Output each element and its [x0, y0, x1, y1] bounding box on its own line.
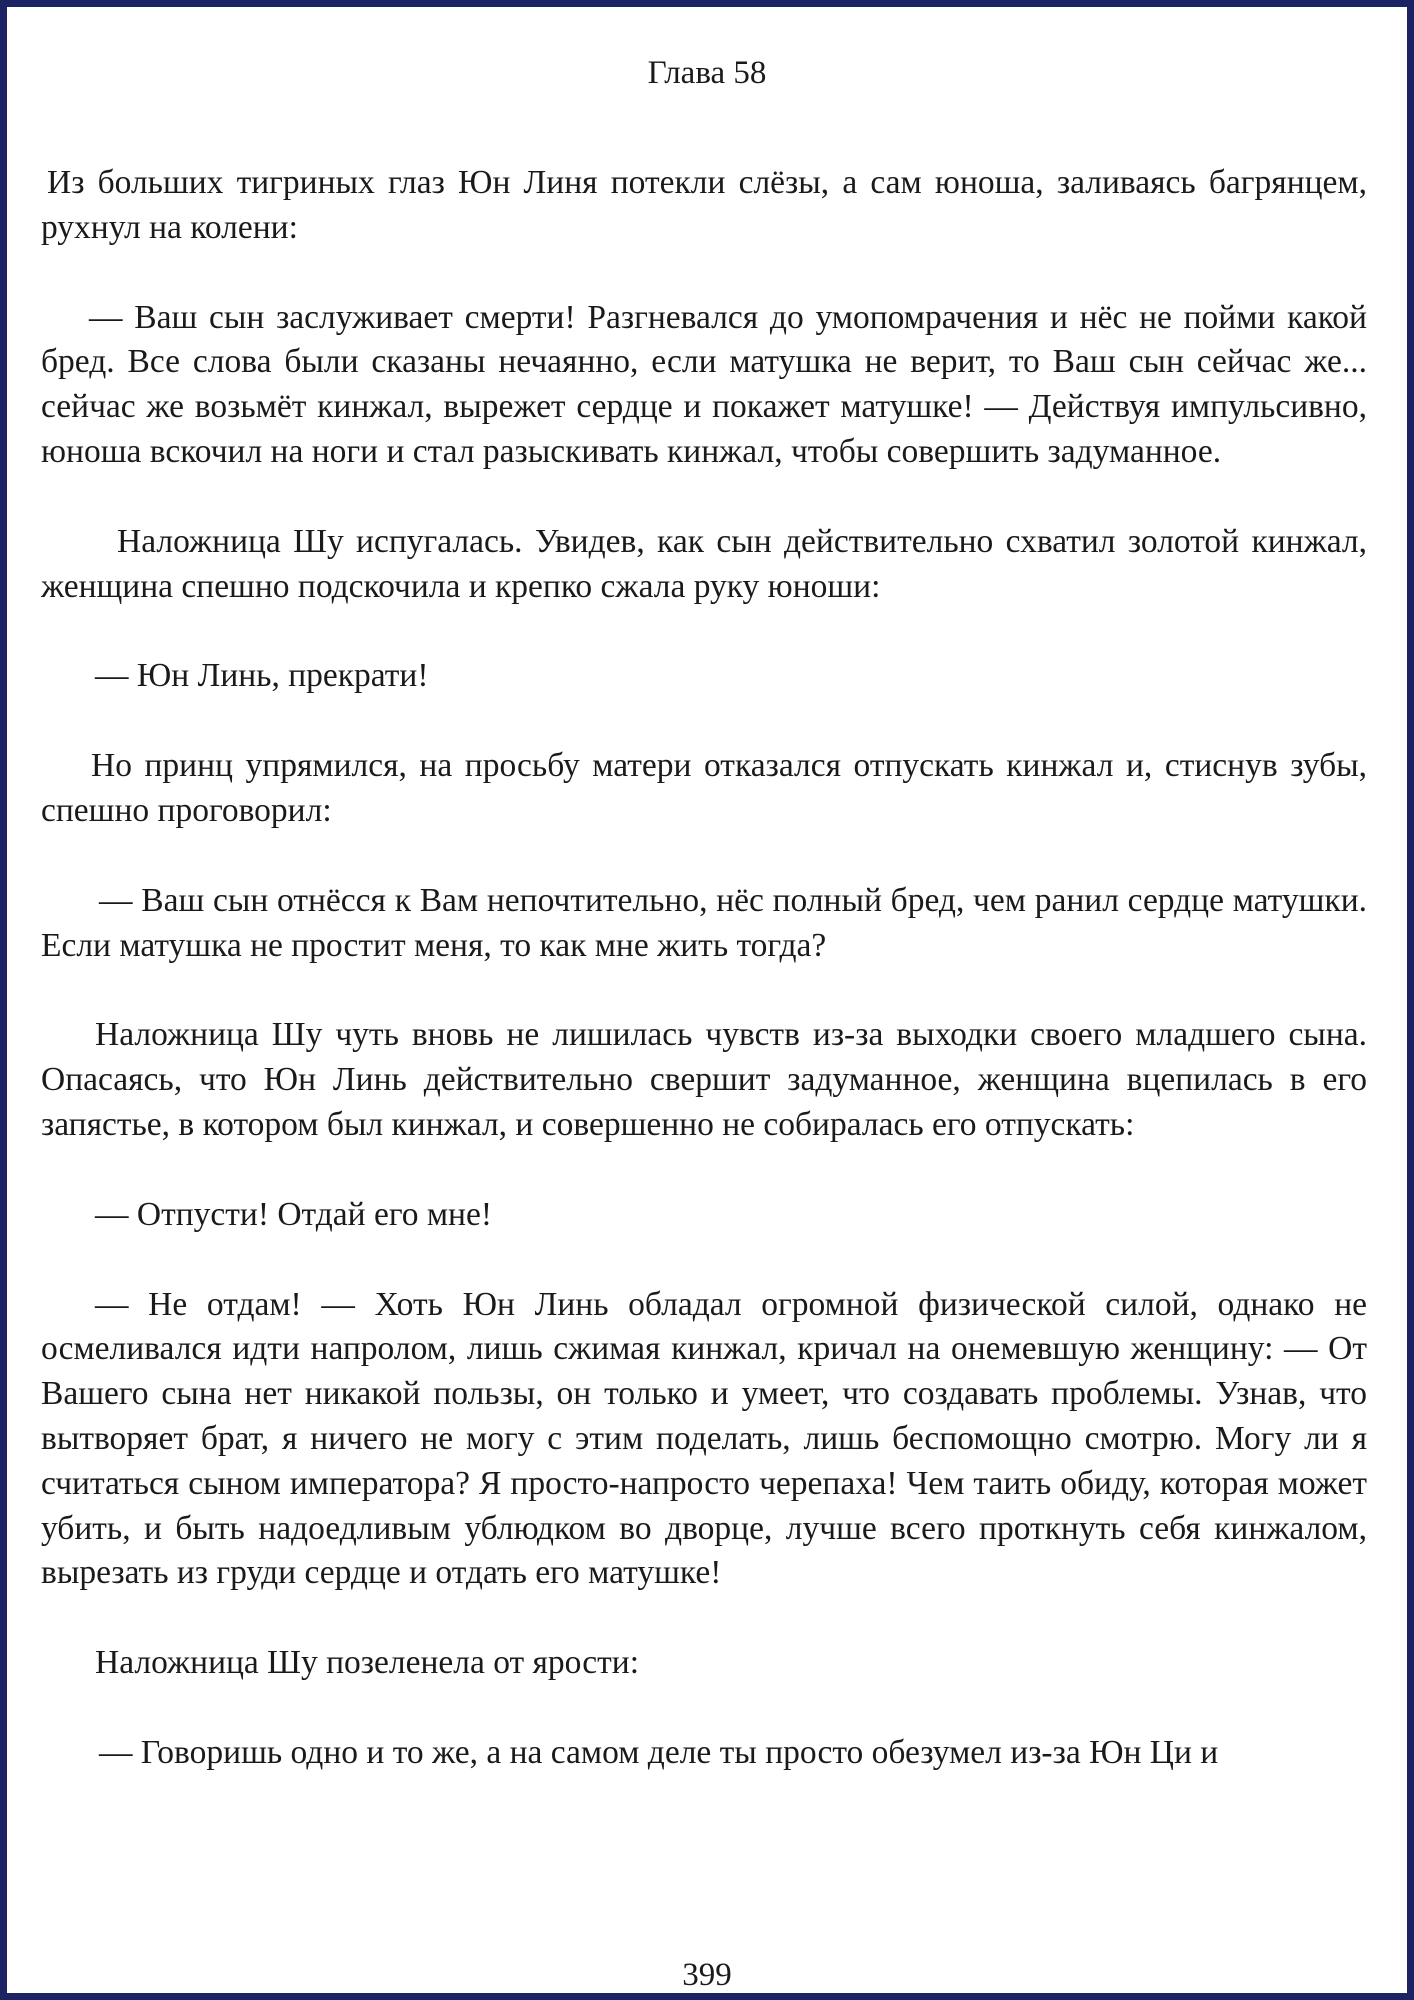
- paragraph-9: — Не отдам! — Хоть Юн Линь обладал огромной физической силой, однако не осмеливался идти напролом, лишь сжимая кинжал, кричал на онемевшую женщину: — От Вашего сына нет никакой пользы, он только и умеет, что создавать проблемы. Узнав, что вытворяет брат, я ничего не могу с этим поделать, лишь беспомощно смотрю. Могу ли я считаться сыном императора? Я просто-напросто черепаха! Чем таить обиду, которая может убить, и быть надоедливым ублюдком во дворце, лучше всего проткнуть себя кинжалом, вырезать из груди сердце и отдать его матушке!: [41, 1285, 1367, 1592]
- paragraph-2: — Ваш сын заслуживает смерти! Разгневался до умопомрачения и нёс не пойми какой бред. Все слова были сказаны нечаянно, если матушка не верит, то Ваш сын сейчас же... сейчас же возьмёт кинжал, вырежет сердце и покажет матушке! — Действуя импульсивно, юноша вскочил на ноги и стал разыскивать кинжал, чтобы совершить задуманное.: [41, 298, 1367, 470]
- page-number: 399: [682, 1957, 732, 1993]
- paragraph-4: — Юн Линь, прекрати!: [95, 657, 429, 695]
- paragraph-10: Наложница Шу позеленела от ярости:: [95, 1644, 640, 1682]
- paragraph-5: Но принц упрямился, на просьбу матери отказался отпускать кинжал и, стиснув зубы, спешно проговорил:: [41, 747, 1367, 829]
- chapter-title: Глава 58: [647, 55, 767, 91]
- paragraph-1: Из больших тигриных глаз Юн Линя потекли слёзы, а сам юноша, заливаясь багрянцем, рухнул на колени:: [41, 164, 1367, 246]
- paragraph-11: — Говоришь одно и то же, а на самом деле ты просто обезумел из-за Юн Ци и: [99, 1733, 1219, 1771]
- paragraph-7: Наложница Шу чуть вновь не лишилась чувств из-за выходки своего младшего сына. Опасаясь, что Юн Линь действительно свершит задуманное, женщина вцепилась в его запястье, в котором был кинжал, и совершенно не собиралась его отпускать:: [41, 1016, 1367, 1143]
- paragraph-3: Наложница Шу испугалась. Увидев, как сын действительно схватил золотой кинжал, женщина спешно подскочила и крепко сжала руку юноши:: [41, 522, 1367, 605]
- paragraph-6: — Ваш сын отнёсся к Вам непочтительно, нёс полный бред, чем ранил сердце матушки. Если матушка не простит меня, то как мне жить тогда?: [41, 881, 1367, 964]
- page-body: [41, 161, 1367, 1776]
- paragraph-8: — Отпусти! Отдай его мне!: [95, 1195, 493, 1233]
